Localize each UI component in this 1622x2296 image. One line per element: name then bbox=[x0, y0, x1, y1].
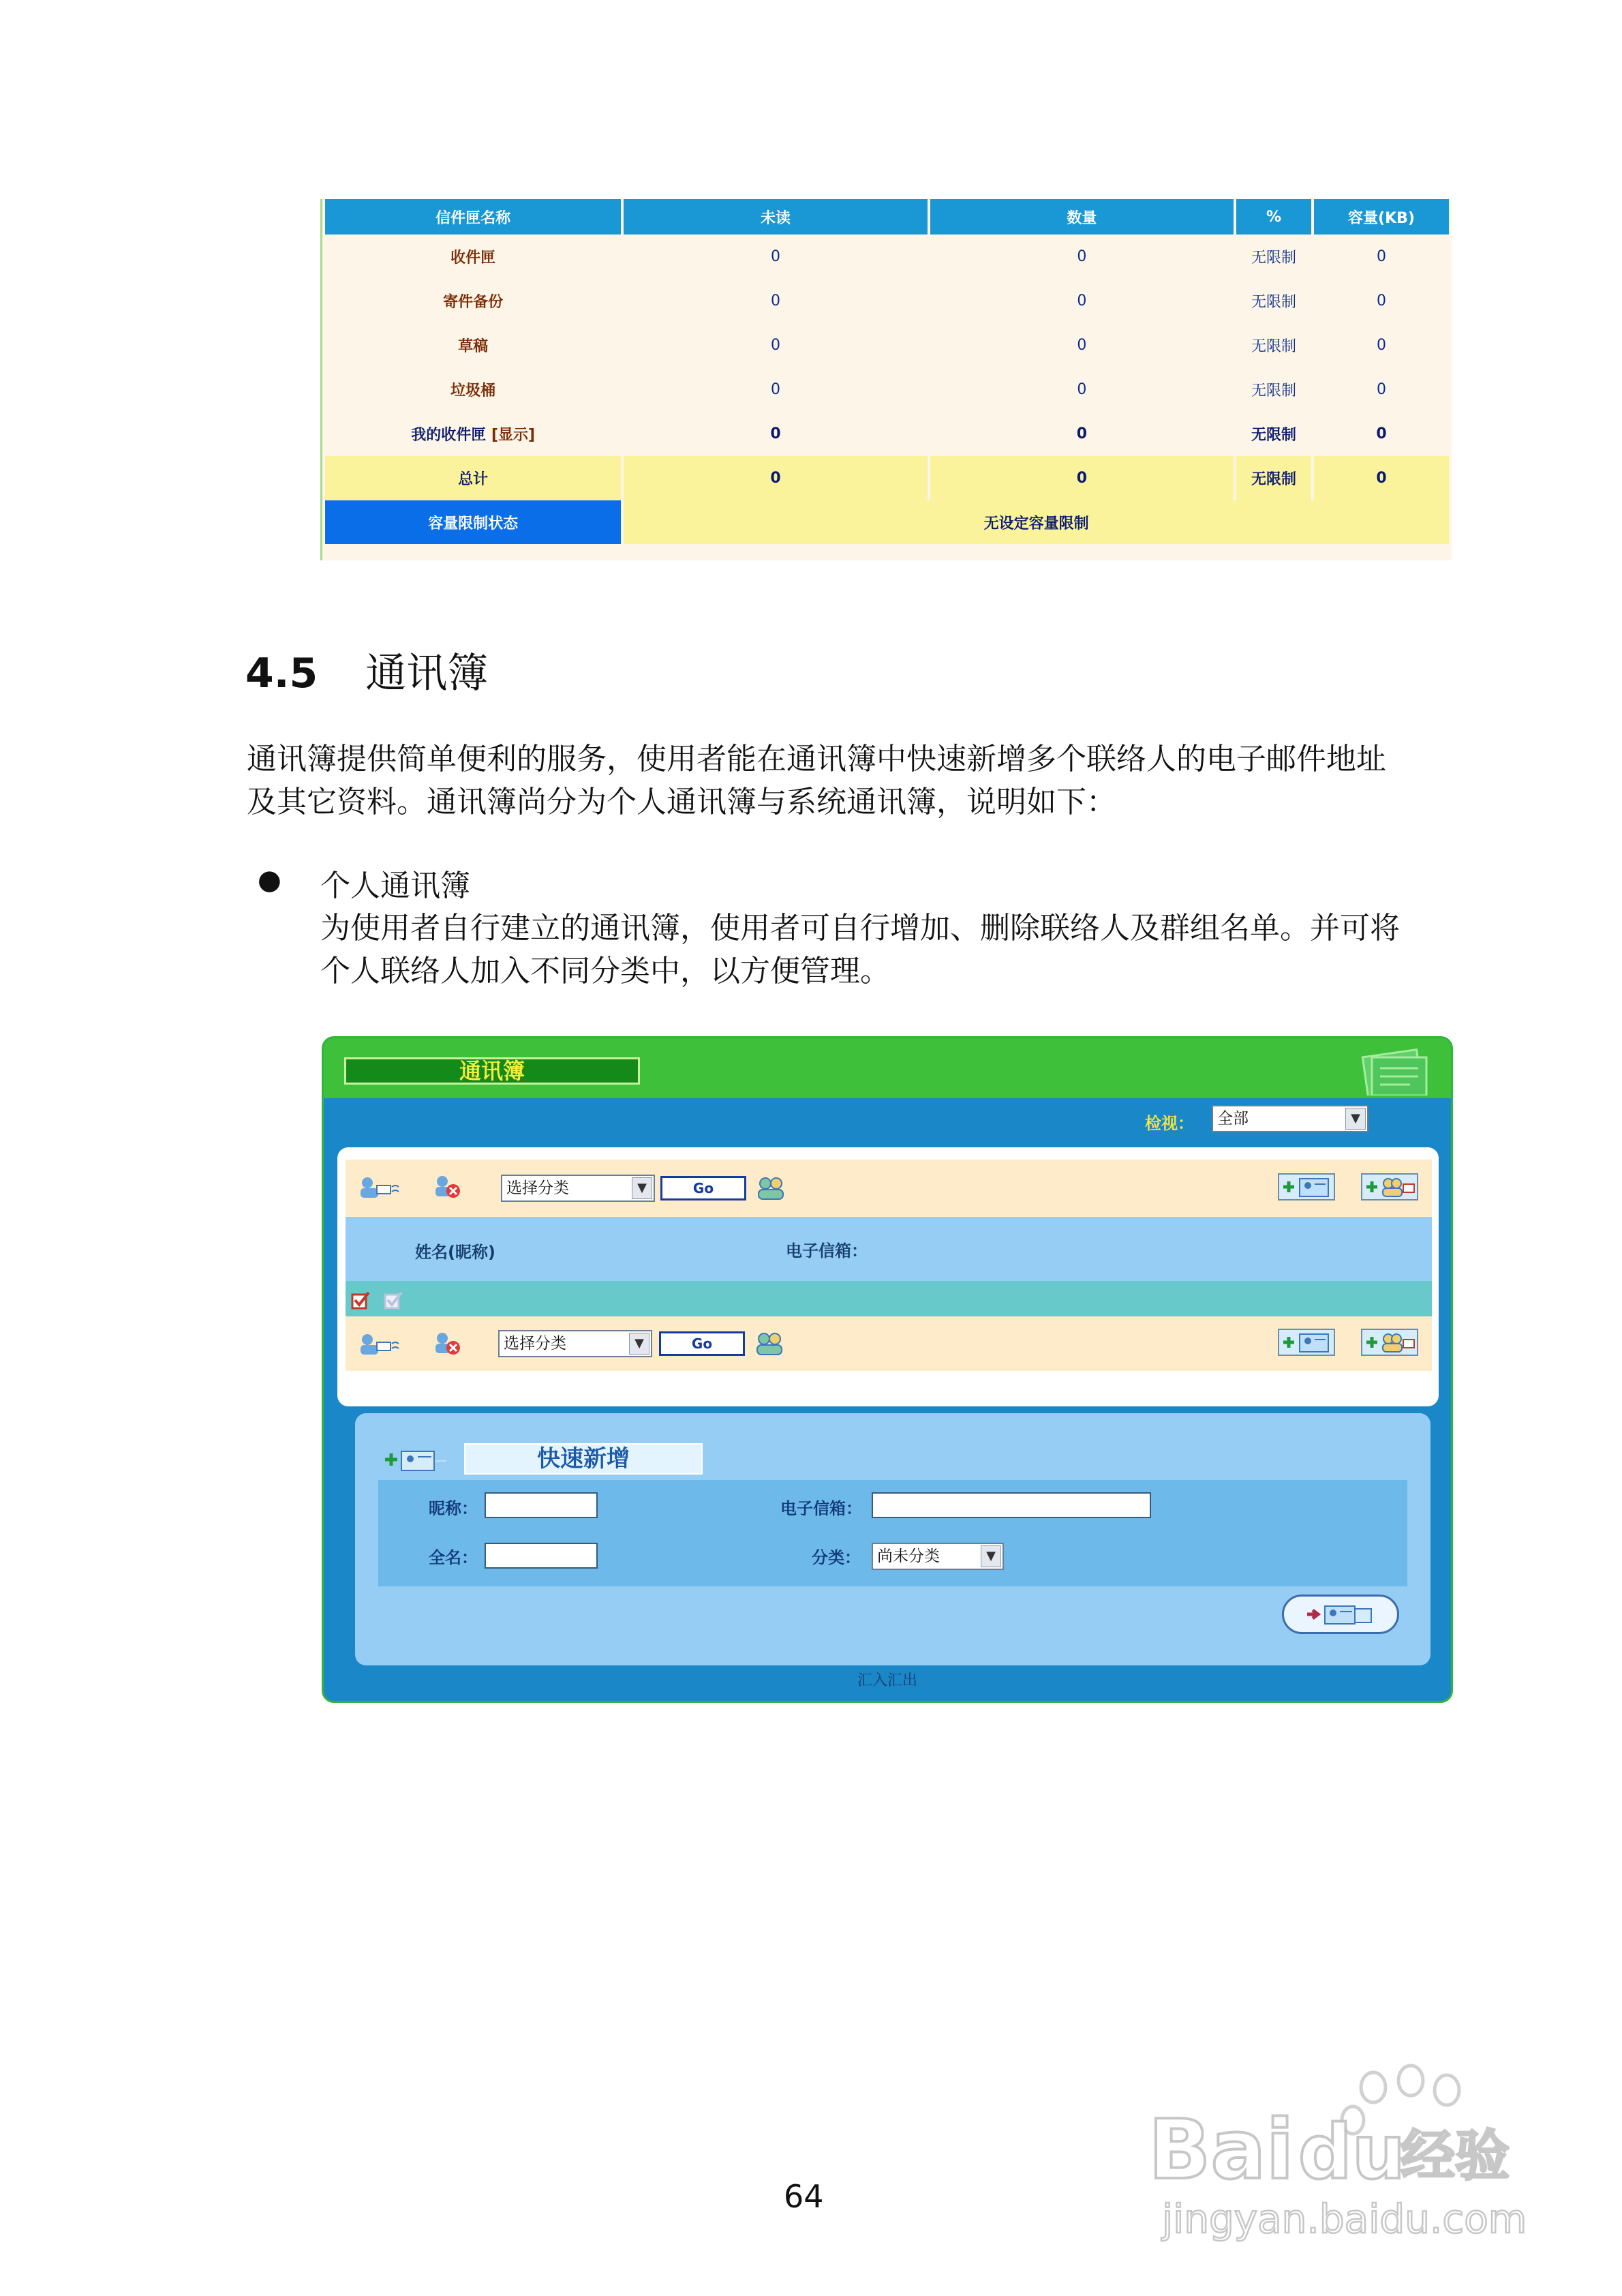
add-contact-icon bbox=[1279, 1330, 1334, 1355]
nickname-label: 昵称： bbox=[429, 1499, 478, 1518]
delete-contact-icon[interactable] bbox=[433, 1330, 464, 1357]
mailbox-status-screenshot bbox=[320, 199, 1452, 560]
fullname-label: 全名： bbox=[429, 1548, 478, 1567]
table-row bbox=[325, 279, 1449, 323]
col-unread: 未读 bbox=[624, 199, 927, 235]
table-row bbox=[325, 412, 1449, 456]
bullet-title: 个人通讯簿 bbox=[320, 868, 470, 903]
category-select-bottom[interactable] bbox=[498, 1330, 652, 1357]
table-row bbox=[325, 323, 1449, 367]
page-number: 64 bbox=[784, 2178, 824, 2215]
total-row bbox=[325, 456, 1449, 500]
quick-category-select[interactable] bbox=[872, 1543, 1004, 1570]
mailbox-table bbox=[322, 199, 1452, 544]
size-value: 0 bbox=[1377, 248, 1387, 265]
col-percent: % bbox=[1236, 199, 1311, 235]
contact-list-header bbox=[346, 1217, 1432, 1281]
view-select[interactable] bbox=[1212, 1105, 1368, 1132]
folder-inbox[interactable]: 收件匣 bbox=[450, 250, 496, 267]
quick-add-icon bbox=[382, 1446, 448, 1473]
section-title: 通讯簿 bbox=[365, 650, 489, 697]
total-unread: 0 bbox=[624, 456, 927, 500]
add-group-button-top[interactable] bbox=[1361, 1173, 1418, 1200]
delete-contact-icon[interactable] bbox=[433, 1173, 464, 1200]
total-percent: 无限制 bbox=[1236, 456, 1311, 500]
quick-add-panel bbox=[355, 1413, 1430, 1665]
size-value: 0 bbox=[1376, 425, 1387, 442]
quick-add-form bbox=[378, 1480, 1407, 1586]
col-email-header: 电子信箱： bbox=[786, 1241, 868, 1260]
contact-list-panel bbox=[337, 1147, 1439, 1406]
select-all-icon[interactable] bbox=[351, 1290, 371, 1310]
group-icon[interactable] bbox=[756, 1175, 786, 1202]
count-value: 0 bbox=[1077, 381, 1087, 398]
section-number: 4.5 bbox=[245, 650, 318, 697]
chevron-down-icon: ▼ bbox=[981, 1545, 1001, 1567]
col-size: 容量(KB) bbox=[1314, 199, 1449, 235]
category-select-top[interactable] bbox=[501, 1175, 655, 1202]
quick-category-value: 尚未分类 bbox=[877, 1547, 940, 1565]
chevron-down-icon: ▼ bbox=[629, 1333, 649, 1355]
unselect-all-icon[interactable] bbox=[384, 1290, 404, 1310]
unread-value: 0 bbox=[771, 292, 781, 309]
category-label: 分类： bbox=[812, 1548, 861, 1567]
svg-text:Bai: Bai bbox=[1148, 2103, 1294, 2198]
category-select-value: 选择分类 bbox=[506, 1179, 569, 1197]
limit-row bbox=[325, 500, 1449, 544]
svg-text:jingyan.baidu.com: jingyan.baidu.com bbox=[1162, 2196, 1527, 2242]
fullname-input[interactable] bbox=[485, 1543, 598, 1569]
view-label: 检视： bbox=[1145, 1114, 1194, 1133]
section-heading bbox=[245, 641, 488, 699]
chevron-down-icon: ▼ bbox=[1345, 1108, 1366, 1130]
select-row bbox=[346, 1281, 1432, 1316]
list-toolbar-top bbox=[346, 1160, 1432, 1217]
nickname-input[interactable] bbox=[485, 1492, 598, 1518]
add-group-button-bottom[interactable] bbox=[1361, 1329, 1418, 1356]
total-label: 总计 bbox=[325, 456, 621, 500]
quick-add-title: 快速新增 bbox=[464, 1443, 703, 1475]
percent-value: 无限制 bbox=[1251, 294, 1297, 311]
folder-trash[interactable]: 垃圾桶 bbox=[450, 382, 496, 399]
total-size: 0 bbox=[1314, 456, 1449, 500]
email-label: 电子信箱： bbox=[780, 1499, 862, 1518]
import-export-link[interactable]: 汇入汇出 bbox=[857, 1672, 917, 1689]
svg-text:经验: 经验 bbox=[1401, 2124, 1510, 2188]
folder-drafts[interactable]: 草稿 bbox=[458, 338, 489, 355]
add-contact-button-top[interactable] bbox=[1278, 1173, 1335, 1200]
address-book-title: 通讯簿 bbox=[344, 1057, 640, 1085]
percent-value: 无限制 bbox=[1251, 338, 1297, 355]
bullet-icon: ● bbox=[258, 864, 281, 896]
list-toolbar-bottom bbox=[346, 1316, 1432, 1371]
go-button-top[interactable]: Go bbox=[660, 1176, 746, 1200]
unread-value: 0 bbox=[771, 337, 781, 354]
intro-paragraph: 通讯簿提供简单便利的服务，使用者能在通讯簿中快速新增多个联络人的电子邮件地址及其它资料。通讯簿尚分为个人通讯簿与系统通讯簿，说明如下： bbox=[247, 742, 1386, 819]
total-count: 0 bbox=[930, 456, 1234, 500]
col-count: 数量 bbox=[930, 199, 1234, 235]
bullet-paragraph: 为使用者自行建立的通讯簿，使用者可自行增加、删除联络人及群组名单。并可将个人联络人加入不同分类中，以方便管理。 bbox=[320, 911, 1400, 988]
view-select-value: 全部 bbox=[1217, 1110, 1249, 1128]
contact-card-icon[interactable] bbox=[358, 1330, 403, 1357]
addressbook-deco-icon bbox=[1356, 1048, 1430, 1096]
unread-value: 0 bbox=[771, 381, 781, 398]
my-inbox-label: 我的收件匣 bbox=[411, 427, 487, 444]
count-value: 0 bbox=[1077, 248, 1087, 265]
quick-add-save-button[interactable] bbox=[1282, 1595, 1399, 1634]
address-book-screenshot bbox=[322, 1036, 1453, 1703]
count-value: 0 bbox=[1076, 425, 1088, 442]
percent-value: 无限制 bbox=[1251, 250, 1297, 267]
go-button-bottom[interactable]: Go bbox=[659, 1331, 745, 1356]
size-value: 0 bbox=[1377, 337, 1387, 354]
size-value: 0 bbox=[1377, 292, 1387, 309]
count-value: 0 bbox=[1077, 292, 1087, 309]
email-input[interactable] bbox=[872, 1492, 1151, 1518]
folder-sent[interactable]: 寄件备份 bbox=[443, 294, 504, 311]
add-group-icon bbox=[1362, 1330, 1417, 1355]
show-link[interactable]: [显示] bbox=[491, 427, 536, 444]
contact-card-icon[interactable] bbox=[358, 1173, 403, 1200]
count-value: 0 bbox=[1077, 337, 1087, 354]
group-icon[interactable] bbox=[754, 1330, 784, 1357]
chevron-down-icon: ▼ bbox=[632, 1177, 652, 1199]
unread-value: 0 bbox=[771, 248, 781, 265]
size-value: 0 bbox=[1377, 381, 1387, 398]
folder-my-inbox bbox=[325, 412, 621, 456]
unread-value: 0 bbox=[770, 425, 781, 442]
add-contact-button-bottom[interactable] bbox=[1278, 1329, 1335, 1356]
col-name-header[interactable]: 姓名(昵称) bbox=[415, 1243, 495, 1262]
baidu-jingyan-watermark-logo bbox=[1148, 2059, 1537, 2243]
percent-value: 无限制 bbox=[1251, 427, 1297, 444]
svg-text:du: du bbox=[1298, 2109, 1406, 2196]
table-row bbox=[325, 235, 1449, 279]
add-contact-icon bbox=[1279, 1175, 1334, 1199]
table-row bbox=[325, 367, 1449, 412]
add-group-icon bbox=[1362, 1175, 1417, 1199]
category-select-value: 选择分类 bbox=[504, 1335, 566, 1353]
save-contact-icon bbox=[1284, 1597, 1397, 1632]
col-folder-name: 信件匣名称 bbox=[325, 199, 621, 235]
percent-value: 无限制 bbox=[1251, 382, 1297, 399]
limit-value: 无设定容量限制 bbox=[624, 500, 1449, 544]
limit-label: 容量限制状态 bbox=[325, 500, 621, 544]
